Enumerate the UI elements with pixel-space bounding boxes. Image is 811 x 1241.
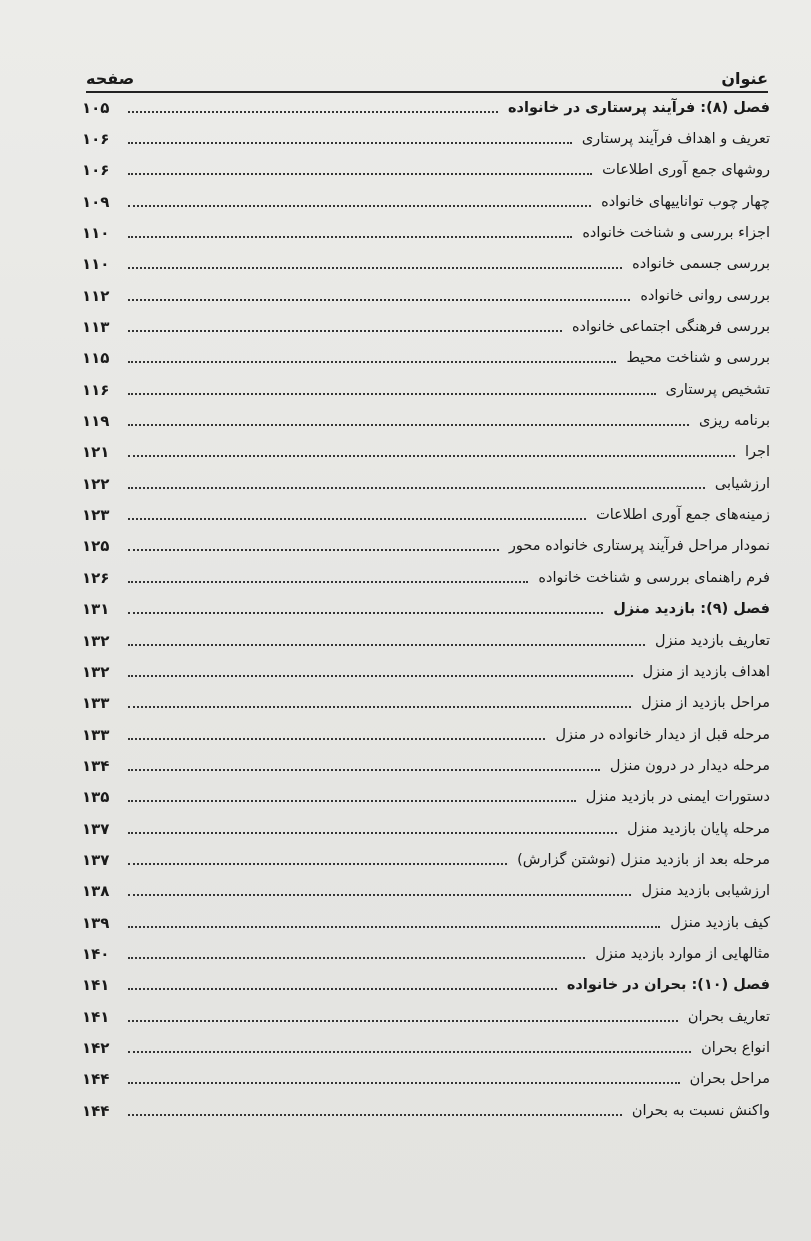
toc-row [82,656,770,687]
toc-chapter-row [82,594,770,625]
toc-row [82,625,770,656]
toc-entry-page: ۱۲۵ [82,537,110,556]
toc-entry-page: ۱۳۹ [82,913,110,932]
toc-entry-title: بررسی و شناخت محیط [626,350,770,367]
toc-row [82,311,770,342]
toc-entry-title: فصل (۹): بازدید منزل [613,601,770,618]
toc-entry-title: مرحله قبل از دیدار خانواده در منزل [555,726,770,743]
dot-leader [128,549,499,551]
title-column-label: عنوان [721,69,768,88]
toc-entry-page: ۱۳۲ [82,631,110,650]
toc-entry-title: تشخیص پرستاری [665,381,770,398]
toc-entry-title: اهداف بازدید از منزل [642,663,770,680]
toc-row [82,1032,770,1063]
toc-entry-title: تعریف و اهداف فرآیند پرستاری [581,131,770,148]
toc-row [82,437,770,468]
dot-leader [128,738,545,740]
toc-entry-page: ۱۱۹ [82,412,110,431]
toc-entry-page: ۱۳۸ [82,882,110,901]
toc-entry-page: ۱۴۰ [82,944,110,963]
dot-leader [128,769,600,771]
dot-leader [128,173,592,175]
toc-row [82,782,770,813]
toc-entry-page: ۱۱۳ [82,318,110,337]
toc-row [82,750,770,781]
toc-entry-title: ارزشیابی بازدید منزل [641,883,770,900]
table-of-contents [82,92,770,1126]
page-column-label: صفحه [86,69,135,88]
toc-row [82,562,770,593]
toc-entry-title: ارزشیابی [714,475,770,492]
toc-entry-page: ۱۳۱ [82,600,110,619]
toc-row [82,405,770,436]
toc-entry-page: ۱۱۶ [82,380,110,399]
dot-leader [128,612,603,614]
toc-entry-title: فرم راهنمای بررسی و شناخت خانواده [538,569,770,586]
toc-entry-page: ۱۱۲ [82,286,110,305]
toc-entry-page: ۱۳۳ [82,725,110,744]
toc-row [82,468,770,499]
toc-entry-page: ۱۱۰ [82,255,110,274]
toc-entry-page: ۱۳۴ [82,756,110,775]
toc-entry-title: تعاریف بازدید منزل [655,632,770,649]
toc-row [82,1064,770,1095]
toc-entry-title: تعاریف بحران [687,1008,770,1025]
dot-leader [128,236,572,238]
dot-leader [128,1051,691,1053]
dot-leader [128,863,507,865]
toc-row [82,688,770,719]
toc-entry-page: ۱۱۰ [82,224,110,243]
toc-entry-page: ۱۲۶ [82,568,110,587]
toc-entry-page: ۱۳۳ [82,694,110,713]
toc-entry-title: واکنش نسبت به بحران [631,1102,770,1119]
toc-entry-page: ۱۲۲ [82,474,110,493]
dot-leader [128,267,622,269]
toc-row [82,876,770,907]
toc-entry-title: انواع بحران [701,1039,770,1056]
toc-entry-page: ۱۰۶ [82,130,110,149]
toc-entry-page: ۱۳۵ [82,788,110,807]
toc-entry-page: ۱۴۴ [82,1101,110,1120]
toc-row [82,343,770,374]
dot-leader [128,487,705,489]
toc-entry-title: دستورات ایمنی در بازدید منزل [585,789,770,806]
dot-leader [128,644,645,646]
toc-entry-title: بررسی فرهنگی اجتماعی خانواده [571,319,770,336]
toc-entry-title: مرحله دیدار در درون منزل [609,757,770,774]
dot-leader [128,393,656,395]
toc-row [82,186,770,217]
toc-entry-page: ۱۳۲ [82,662,110,681]
dot-leader [128,957,585,959]
toc-chapter-row [82,970,770,1001]
dot-leader [128,518,586,520]
toc-row [82,938,770,969]
toc-entry-title: اجزاء بررسی و شناخت خانواده [582,225,770,242]
dot-leader [128,706,631,708]
toc-row [82,1095,770,1126]
toc-entry-page: ۱۰۵ [82,98,110,117]
dot-leader [128,142,572,144]
toc-entry-title: برنامه ریزی [698,413,770,430]
toc-entry-title: کیف بازدید منزل [670,914,770,931]
toc-entry-page: ۱۳۷ [82,819,110,838]
toc-entry-page: ۱۴۱ [82,1007,110,1026]
dot-leader [128,330,562,332]
toc-entry-page: ۱۴۲ [82,1038,110,1057]
dot-leader [128,926,660,928]
dot-leader [128,299,630,301]
toc-entry-page: ۱۲۱ [82,443,110,462]
toc-row [82,1001,770,1032]
dot-leader [128,361,616,363]
toc-entry-page: ۱۲۳ [82,506,110,525]
dot-leader [128,111,498,113]
dot-leader [128,581,528,583]
toc-entry-title: مراحل بازدید از منزل [641,695,770,712]
toc-entry-page: ۱۱۵ [82,349,110,368]
dot-leader [128,1082,680,1084]
toc-entry-page: ۱۳۷ [82,850,110,869]
toc-header [86,62,768,88]
toc-entry-title: مثالهایی از موارد بازدید منزل [595,945,770,962]
toc-entry-title: مرحله پایان بازدید منزل [627,820,770,837]
dot-leader [128,205,591,207]
toc-row [82,374,770,405]
dot-leader [128,675,633,677]
toc-entry-title: چهار چوب تواناییهای خانواده [601,193,770,210]
toc-row [82,813,770,844]
toc-entry-title: زمینه‌های جمع آوری اطلاعات [596,507,770,524]
dot-leader [128,800,576,802]
toc-chapter-row [82,92,770,123]
toc-entry-title: نمودار مراحل فرآیند پرستاری خانواده محور [508,538,770,555]
toc-entry-title: بررسی جسمی خانواده [632,256,770,273]
toc-entry-title: بررسی روانی خانواده [640,287,770,304]
toc-entry-page: ۱۰۹ [82,192,110,211]
toc-row [82,499,770,530]
toc-entry-title: مراحل بحران [689,1071,770,1088]
toc-row [82,719,770,750]
toc-row [82,123,770,154]
toc-row [82,531,770,562]
toc-entry-page: ۱۴۴ [82,1070,110,1089]
toc-entry-title: فصل (۸): فرآیند پرستاری در خانواده [507,99,770,116]
dot-leader [128,832,617,834]
toc-row [82,280,770,311]
toc-entry-page: ۱۴۱ [82,976,110,995]
dot-leader [128,894,631,896]
dot-leader [128,424,689,426]
dot-leader [128,455,735,457]
toc-row [82,249,770,280]
toc-row [82,844,770,875]
toc-entry-title: روشهای جمع آوری اطلاعات [602,162,770,179]
toc-entry-title: اجرا [744,444,770,461]
dot-leader [128,1114,622,1116]
toc-entry-page: ۱۰۶ [82,161,110,180]
toc-row [82,217,770,248]
dot-leader [128,1020,678,1022]
toc-entry-title: مرحله بعد از بازدید منزل (نوشتن گزارش) [517,851,770,868]
toc-entry-title: فصل (۱۰): بحران در خانواده [566,977,770,994]
toc-row [82,907,770,938]
toc-row [82,155,770,186]
dot-leader [128,988,557,990]
